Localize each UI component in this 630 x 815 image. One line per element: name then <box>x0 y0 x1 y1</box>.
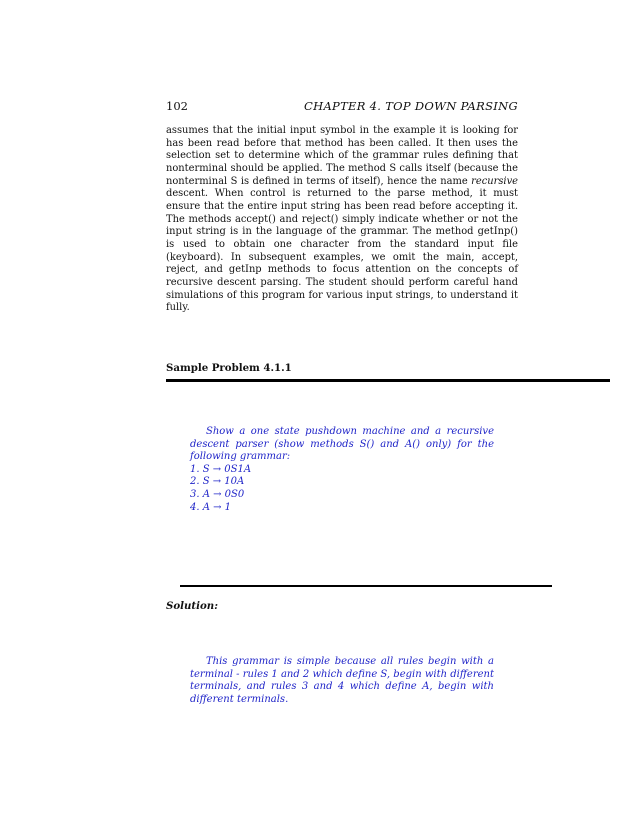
body-text-end: descent. When control is returned to the parse method, it must ensure that the entire input string has been read before accepting it. The methods accept() and reject() simply indicate whether or not the input string is in the language of the grammar. The method getInp() is used to obtain one character from the standard input file (keyboard). In subsequent examples, we omit the main, accept, reject, and getInp methods to focus attention on the concepts of recursive descent parsing. The student should perform careful hand simulations of this program for various input strings, to understand it fully. <box>166 188 518 314</box>
problem-block <box>190 426 494 514</box>
page-number: 102 <box>166 99 188 113</box>
solution-text: This grammar is simple because all rules begin with a terminal - rules 1 and 2 which define S, begin with different terminals, and rules 3 and 4 which define A, begin with different terminals. <box>190 656 494 705</box>
problem-statement: Show a one state pushdown machine and a recursive descent parser (show methods S() and A() only) for the following grammar: <box>190 426 494 463</box>
grammar-rule: 1. S → 0S1A <box>190 463 252 475</box>
section-divider-thick <box>166 379 610 382</box>
grammar-rule: 4. A → 1 <box>190 501 232 513</box>
grammar-rules <box>190 464 494 514</box>
grammar-rule: 3. A → 0S0 <box>190 488 245 500</box>
section-divider-thin <box>180 585 552 587</box>
solution-heading: Solution: <box>166 600 218 612</box>
body-paragraph <box>166 125 518 315</box>
sample-problem-heading: Sample Problem 4.1.1 <box>166 362 292 374</box>
body-text-emphasis: recursive <box>471 175 518 187</box>
solution-block <box>190 656 494 706</box>
body-text-start: assumes that the initial input symbol in the example it is looking for has been read before that method has been called. It then uses the selection set to determine which of the grammar rules defining that nonterminal should be applied. The method S calls itself (because the nonterminal S is defined in terms of itself), hence the name <box>166 125 518 187</box>
grammar-rule: 2. S → 10A <box>190 476 245 488</box>
chapter-title: CHAPTER 4. TOP DOWN PARSING <box>304 99 518 113</box>
page-header <box>166 98 518 114</box>
